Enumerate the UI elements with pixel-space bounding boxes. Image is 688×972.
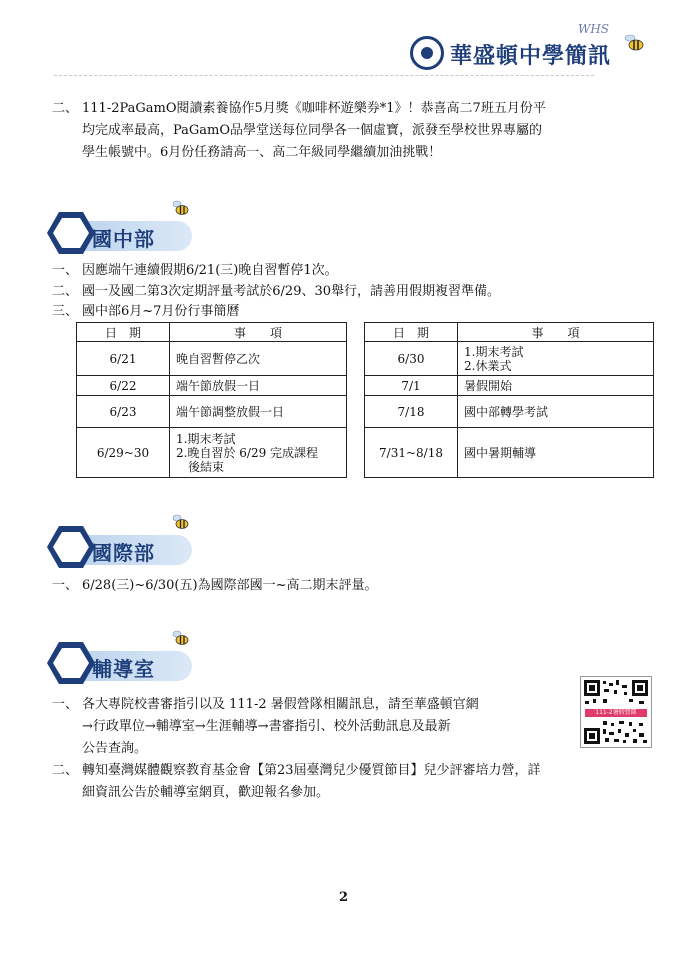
table-row xyxy=(365,342,654,376)
item-number: 二、 xyxy=(52,284,79,299)
counseling-item xyxy=(52,694,577,760)
section-title: 國中部 xyxy=(92,227,155,251)
table-cell-date: 6/21 xyxy=(77,342,170,376)
event-line: 後結束 xyxy=(176,459,225,474)
paragraph-line: 轉知臺灣媒體觀察教育基金會【第23屆臺灣兒少優質節目】兒少評審培力營，詳 xyxy=(82,763,541,778)
bee-icon xyxy=(172,200,190,216)
table-cell-date: 6/23 xyxy=(77,396,170,428)
event-line: 1.期末考試 xyxy=(464,344,524,359)
table-row xyxy=(365,428,654,478)
table-cell-event: 端午節放假一日 xyxy=(170,376,347,396)
schedule-table-right xyxy=(364,322,654,478)
school-emblem-icon xyxy=(410,36,444,70)
hexagon-icon xyxy=(46,524,96,570)
table-cell-date: 7/1 xyxy=(365,376,458,396)
table-cell-event: 晚自習暫停乙次 xyxy=(170,342,347,376)
item-text: 因應端午連續假期6/21(三)晚自習暫停1次。 xyxy=(82,263,338,278)
table-cell-event: 國中部轉學考試 xyxy=(458,396,654,428)
paragraph-line: 均完成率最高，PaGamO品學堂送每位同學各一個虛寶，派發至學校世界專屬的 xyxy=(82,123,543,138)
table-cell-date: 7/31~8/18 xyxy=(365,428,458,478)
table-cell-event: 國中暑期輔導 xyxy=(458,428,654,478)
intro-paragraph xyxy=(52,98,652,164)
table-row xyxy=(77,342,347,376)
event-line: 2.晚自習於 6/29 完成課程 xyxy=(176,445,319,460)
table-cell-event: 暑假開始 xyxy=(458,376,654,396)
table-cell-event xyxy=(170,428,347,478)
bee-icon xyxy=(172,514,190,530)
paragraph-line: 學生帳號中。6月份任務請高一、高二年級同學繼續加油挑戰！ xyxy=(82,145,442,160)
event-line: 1.期末考試 xyxy=(176,431,236,446)
paragraph-line: →行政單位→輔導室→生涯輔導→書審指引、校外活動訊息及最新 xyxy=(82,719,451,734)
section-title: 國際部 xyxy=(92,541,155,565)
junior-item xyxy=(52,301,652,323)
bee-icon xyxy=(624,34,646,52)
counseling-item xyxy=(52,760,664,804)
event-line: 2.休業式 xyxy=(464,358,512,373)
schedule-table-left xyxy=(76,322,347,478)
table-row xyxy=(365,396,654,428)
table-row xyxy=(77,376,347,396)
newsletter-title: 華盛頓中學簡訊 xyxy=(450,44,612,69)
item-text: 國中部6月~7月份行事簡曆 xyxy=(82,304,240,319)
table-cell-date: 7/18 xyxy=(365,396,458,428)
header-divider xyxy=(54,75,594,76)
table-row xyxy=(77,396,347,428)
table-header-row xyxy=(77,323,347,342)
newsletter-header xyxy=(410,22,650,82)
section-badge-junior xyxy=(46,210,196,256)
item-number: 二、 xyxy=(52,101,79,116)
item-text: 6/28(三)~6/30(五)為國際部國一~高二期末評量。 xyxy=(82,578,378,593)
table-cell-event xyxy=(458,342,654,376)
table-cell-date: 6/30 xyxy=(365,342,458,376)
item-number: 二、 xyxy=(52,763,79,778)
section-badge-counseling xyxy=(46,640,196,686)
qr-caption: 111-2暑假營隊 xyxy=(585,709,647,717)
paragraph-line: 各大專院校書審指引以及 111-2 暑假營隊相關訊息，請至華盛頓官網 xyxy=(82,697,479,712)
qr-code[interactable] xyxy=(580,676,652,748)
paragraph-line: 細資訊公告於輔導室網頁，歡迎報名參加。 xyxy=(82,785,330,800)
column-header-date: 日 期 xyxy=(365,323,458,342)
hexagon-icon xyxy=(46,640,96,686)
table-header-row xyxy=(365,323,654,342)
item-number: 一、 xyxy=(52,578,79,593)
table-row xyxy=(365,376,654,396)
paragraph-line: 公告查詢。 xyxy=(82,741,148,756)
bee-icon xyxy=(172,630,190,646)
page-number: 2 xyxy=(339,890,349,905)
paragraph-line: 111-2PaGamO閱讀素養協作5月獎《咖啡杯遊樂券*1》！恭喜高二7班五月份平 xyxy=(82,101,546,116)
item-text: 國一及國二第3次定期評量考試於6/29、30舉行，請善用假期複習準備。 xyxy=(82,284,501,299)
table-cell-date: 6/29~30 xyxy=(77,428,170,478)
table-row xyxy=(77,428,347,478)
section-title: 輔導室 xyxy=(92,657,155,681)
item-number: 一、 xyxy=(52,263,79,278)
table-cell-event: 端午節調整放假一日 xyxy=(170,396,347,428)
item-number: 三、 xyxy=(52,304,79,319)
junior-item xyxy=(52,281,652,303)
whs-tag: WHS xyxy=(578,22,610,36)
section-badge-international xyxy=(46,524,196,570)
item-number: 一、 xyxy=(52,697,79,712)
hexagon-icon xyxy=(46,210,96,256)
column-header-event: 事 項 xyxy=(170,323,347,342)
junior-item xyxy=(52,260,652,282)
table-cell-date: 6/22 xyxy=(77,376,170,396)
international-item xyxy=(52,575,652,597)
column-header-date: 日 期 xyxy=(77,323,170,342)
column-header-event: 事 項 xyxy=(458,323,654,342)
